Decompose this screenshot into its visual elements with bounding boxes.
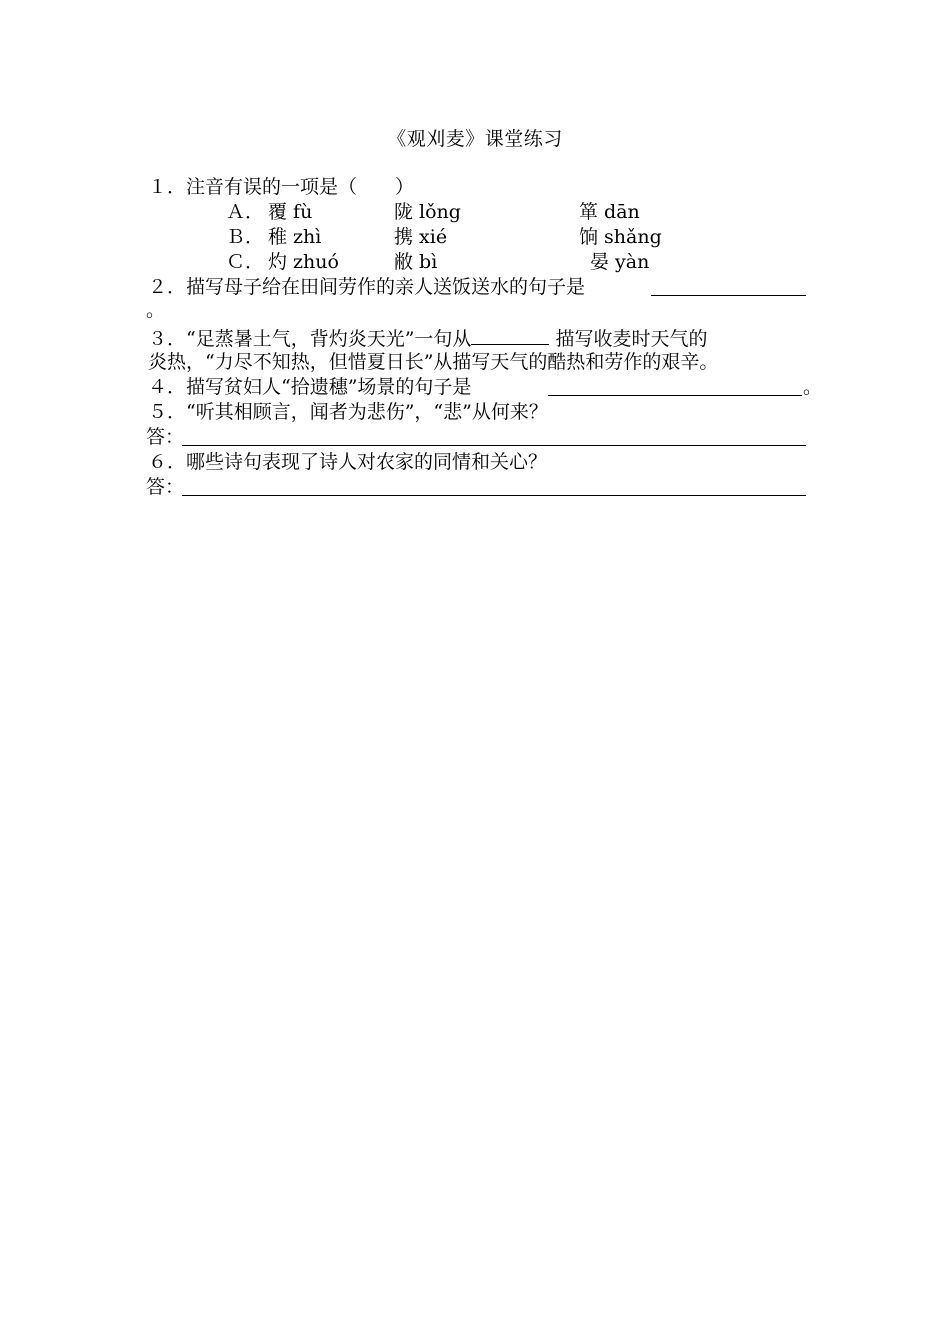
question-6-answer-label: 答： — [146, 476, 185, 498]
question-5-answer-line[interactable] — [182, 445, 806, 446]
question-6-answer-line[interactable] — [182, 495, 806, 496]
question-3-part1: ３．“足蒸暑土气，背灼炎天光”一句从 — [148, 328, 472, 350]
option-a-item-2: 陇 lǒng — [394, 201, 461, 223]
page-title: 《观刈麦》课堂练习 — [387, 128, 563, 150]
option-a-label: Ａ． — [226, 201, 265, 223]
question-3-part2: 描写收麦时天气的 — [549, 328, 708, 350]
option-b-item-1: 稚 zhì — [268, 226, 322, 248]
option-c-label: Ｃ． — [226, 251, 265, 273]
option-c-item-1: 灼 zhuó — [268, 251, 339, 273]
question-3-blank[interactable] — [471, 325, 549, 345]
question-3-line2: 炎热，“力尽不知热，但惜夏日长”从描写天气的酷热和劳作的艰辛。 — [148, 351, 719, 373]
question-5-answer-label: 答： — [146, 426, 185, 448]
option-c-item-2: 敝 bì — [394, 251, 438, 273]
question-2-end: 。 — [146, 299, 166, 321]
question-2-text: ２．描写母子给在田间劳作的亲人送饭送水的句子是 — [148, 276, 586, 298]
question-1-stem: １．注音有误的一项是（ ） — [148, 176, 415, 198]
question-6-text: ６．哪些诗句表现了诗人对农家的同情和关心？ — [148, 451, 548, 473]
option-b-item-2: 携 xié — [394, 226, 448, 248]
question-4-end: 。 — [803, 376, 823, 398]
question-4-text: ４．描写贫妇人“拾遗穗”场景的句子是 — [148, 376, 472, 398]
option-b-item-3: 饷 shǎng — [579, 226, 662, 248]
question-2-blank[interactable] — [651, 295, 806, 296]
question-5-text: ５．“听其相顾言，闻者为悲伤”，“悲”从何来？ — [148, 401, 548, 423]
question-3-text — [148, 325, 707, 351]
option-c-item-3: 晏 yàn — [590, 251, 650, 273]
option-b-label: Ｂ． — [226, 226, 265, 248]
question-4-blank[interactable] — [548, 395, 802, 396]
option-a-item-3: 箪 dān — [579, 201, 640, 223]
option-a-item-1: 覆 fù — [268, 201, 313, 223]
